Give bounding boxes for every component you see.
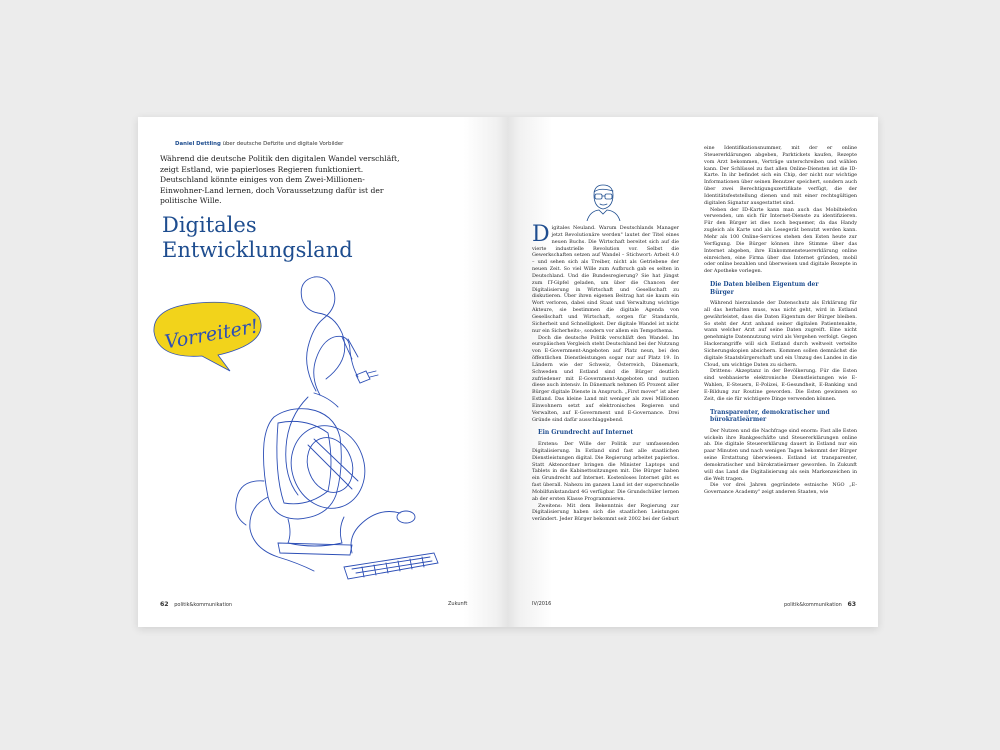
kicker-author: Daniel Dettling: [175, 141, 221, 147]
article-paragraph: Drittens: Akzeptanz in der Bevölkerung. Für die Esten sind webbasierte elektronische Dienstleistungen wie E-Wahlen, E-Steuern, E-Polizei, E-Gesundheit, E-Banking und E-Bildung zur Routine geworden. Die Esten gewinnen so Zeit, die sie für wichtigere Dinge verwenden können.: [704, 368, 857, 402]
speech-bubble: [154, 302, 261, 371]
subheading-line: Transparenter, demokratischer und: [710, 408, 830, 416]
article-paragraph: Erstens: Der Wille der Politik zur umfassenden Digitalisierung. In Estland sind fast alle staatlichen Dienstleistungen digital. Die Regierung arbeitet papierlos. Statt Aktenordner bringen die Minister Laptops und Tablets in die Kabinettssitzungen mit. Die Bürger haben ein Grundrecht auf Internet. Kostenloses Internet gibt es fast überall. Nahezu im ganzen Land ist der superschnelle Mobilfunkstandard 4G verfügbar. Die Grundschüler lernen ab der ersten Klasse Programmieren.: [532, 440, 679, 502]
left-page-number: 62: [160, 601, 169, 608]
subheading-line: Bürger: [710, 288, 734, 296]
right-footer: [784, 601, 856, 608]
article-paragraph: Doch die deutsche Politik verschläft den Wandel. Im europäischen Vergleich steht Deutschland bei der Nutzung von E-Government-Angeboten auf Platz neun, bei den öffentlichen Dienstleistungen sogar nur auf Platz 19. In Ländern wie der Schweiz, Österreich, Dänemark, Schweden und Estland sind die Bürger deutlich zufriedener mit E-Government-Angeboten und nutzen diese auch intensiv. In Dänemark nehmen 85 Prozent aller Bürger digitale Dienste in Anspruch. „First mover" ist aber Estland. Das kleine Land mit weniger als zwei Millionen Einwohnern setzt auf elektronisches Regieren und Verwalten, auf E-Government und E-Governance. Drei Gründe sind dafür ausschlaggebend.: [532, 334, 679, 423]
subheading-transparenter: [710, 409, 857, 424]
subheading-daten: [710, 281, 857, 296]
headline: [162, 213, 402, 263]
left-footer-magazine: politik&kommunikation: [174, 602, 233, 608]
article-paragraph: Die vor drei Jahren gegründete estnische NGO „E-Governance Academy" zeigt anderen Staaten, wie: [704, 482, 857, 496]
drop-cap: D: [532, 222, 550, 247]
kicker-text: über deutsche Defizite und digitale Vorbilder: [222, 141, 344, 147]
right-footer-magazine: politik&kommunikation: [784, 602, 842, 608]
right-page: [508, 117, 878, 627]
right-footer-issue: IV/2016: [532, 601, 552, 607]
right-page-number: 63: [847, 601, 857, 608]
magazine-spread: [138, 117, 878, 627]
article-paragraph: Der Nutzen und die Nachfrage sind enorm: Fast alle Esten wickeln ihre Bankgeschäfte und Steuererklärungen online ab. Die digitale Steuererklärung dauert in Estland nur ein paar Minuten und nach wenigen Tagen bekommt der Bürger seine Erstattung überwiesen. Estland ist transparenter, demokratischer und bürokratieärmer geworden. In Zukunft will das Land die Digitalisierung als sein Markenzeichen in die Welt tragen.: [704, 427, 857, 482]
computer-sketch-illustration: [138, 267, 508, 597]
subheading-line: Die Daten bleiben Eigentum der: [710, 281, 819, 289]
kicker: [175, 141, 343, 147]
article-paragraph: Während hierzulande der Datenschutz als Erklärung für all das herhalten muss, was nicht geht, wird in Estland gewährleistet, dass die Daten Eigentum der Bürger bleiben. So steht der Arzt anhand seiner digitalen Patientenakte, wann welcher Arzt auf seine Daten zugreift. Eine nicht genehmigte Datennutzung wird als Vergehen verfolgt. Gegen Hackerangriffe will sich Estland durch weltweit verteilte Sicherungskopien absichern. Kommen sollen demnächst die digitale Staatsbürgerschaft und ein Umzug des Landes in die Cloud, um wichtige Daten zu sichern.: [704, 300, 857, 368]
article-paragraph: Zweitens: Mit dem Bekenntnis der Regierung zur Digitalisierung haben sich die staatlichen Leistungen verändert. Jeder Bürger bekommt seit 2002 bei der Geburt: [532, 502, 679, 523]
article-paragraph: [532, 222, 679, 335]
paragraph-text: igitales Neuland. Warum Deutschlands Manager jetzt Revolutionäre werden" lautet der Titel eines neuen Buchs. Die Wirtschaft bereitet sich auf die vierte industrielle Revolution vor. Selbst die Gewerkschaften setzen auf Wandel – Stichwort: Arbeit 4.0 – und sehen sich als Treiber, nicht als Getriebene der neuen Zeit. So viel Wille zum Aufbruch gab es selten in Deutschland. Und die Bundesregierung? Sie hat jüngst zum IT-Gipfel geladen, um über die Chancen der Digitalisierung in Wirtschaft und Gesellschaft zu diskutieren. Über ihren eigenen Beitrag hat sie kaum ein Wort verloren, dabei sind Staat und Verwaltung wichtige Akteure, sie bestimmen die digitale Agenda von Gesellschaft und Wirtschaft, sorgen für Standards, Sicherheit und Schnelligkeit. Der digitale Wandel ist nicht nur ein Sicherheits-, sondern vor allem ein Tempothema.: [532, 225, 679, 334]
article-column-1: [532, 222, 679, 523]
cable-sketch: [236, 277, 438, 579]
left-footer: [160, 601, 232, 608]
subheading-line: bürokratieärmer: [710, 416, 767, 424]
author-portrait-icon: [582, 181, 624, 221]
headline-line-1: Digitales: [162, 213, 257, 237]
headline-line-2: Entwicklungsland: [162, 238, 353, 262]
article-paragraph: eine Identifikationsnummer, mit der er online Steuererklärungen abgeben, Parktickets kaufen, Rezepte vom Arzt bekommen, Verträge unterschreiben und wählen kann. Der Schlüssel zu fast allen Online-Diensten ist die ID-Karte. In ihr befindet sich ein Chip, der nicht nur wichtige Informationen über seinen Benutzer speichert, sondern auch über zwei Berechtigungszertifikate verfügt, die der Identitätsfeststellung dienen und mit einer rechtsgültigen digitalen Signatur ausgestattet sind.: [704, 145, 857, 206]
left-page: [138, 117, 508, 627]
article-column-2: [704, 145, 857, 496]
article-paragraph: Neben der ID-Karte kann man auch das Mobiltelefon verwenden, um sich für Internet-Dienste zu identifizieren. Für den Bürger ist dies noch bequemer, da das Handy zugleich als Karte und als Lesegerät benutzt werden kann. Mehr als 100 Online-Services stehen den Esten heute zur Verfügung. Die Bürger können ihre Stimme über das Internet abgeben, ihre Einkommensteuererklärung online einreichen, eine Firma über das Internet gründen, mobil oder online bezahlen und überweisen und digitale Rezepte in der Apotheke vorlegen.: [704, 206, 857, 275]
bubble-text: Vorreiter!: [163, 315, 260, 354]
left-footer-section: Zukunft: [448, 601, 468, 607]
subheading-grundrecht: Ein Grundrecht auf Internet: [538, 429, 634, 437]
lead-paragraph: Während die deutsche Politik den digitalen Wandel verschläft, zeigt Estland, wie papierloses Regieren funktioniert. Deutschland könnte einiges von dem Zwei-Millionen-Einwohner-Land lernen, doch Voraussetzung dafür ist der politische Wille.: [160, 154, 400, 206]
